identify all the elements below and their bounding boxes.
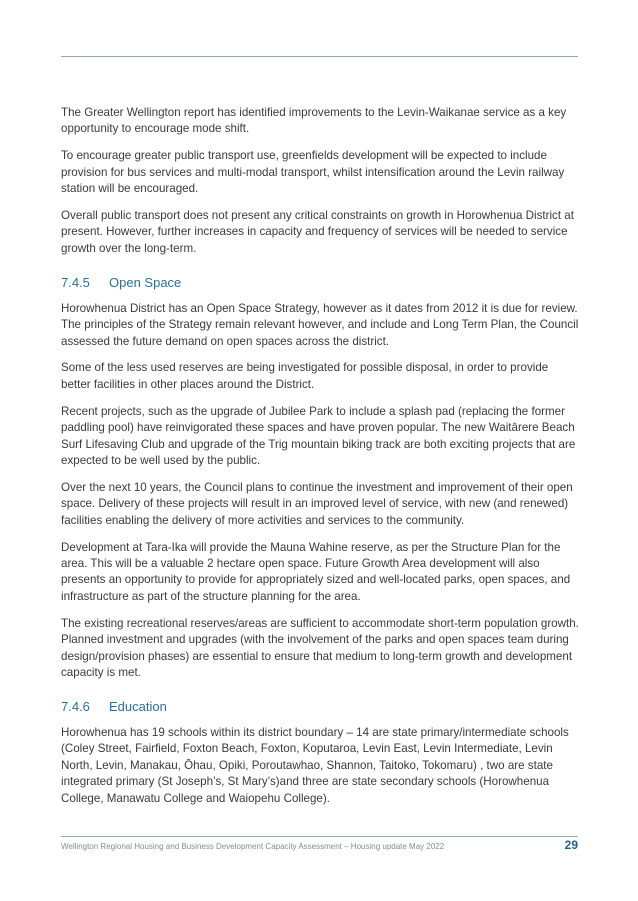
- section-heading-education: [61, 692, 579, 716]
- footer-divider: [61, 836, 578, 837]
- section-title: Open Space: [109, 274, 182, 290]
- paragraph: Over the next 10 years, the Council plans to continue the investment and improvement of their open space. Delivery of these projects will result in an improved level of service, with new (and renewed) facilities enabling the delivery of more activities and services to the community.: [61, 480, 573, 527]
- page-number: 29: [564, 838, 578, 852]
- paragraph: Horowhenua District has an Open Space Strategy, however as it dates from 2012 it is due for review. The principles of the Strategy remain relevant however, and include and Long Term Plan, the Council assessed the future demand on open spaces across the district.: [61, 301, 579, 348]
- paragraph: To encourage greater public transport use, greenfields development will be expected to include provision for bus services and multi-modal transport, whilst intensification around the Levin railway station will be encouraged.: [61, 149, 565, 196]
- header-divider: [61, 56, 578, 57]
- section-number: 7.4.5: [61, 274, 90, 290]
- paragraph: The existing recreational reserves/areas are sufficient to accommodate short-term population growth. Planned investment and upgrades (with the involvement of the parks and open spaces team during design/provision phases) are essential to ensure that medium to long-term growth and development capacity is met.: [61, 616, 579, 679]
- footer-text: Wellington Regional Housing and Business Development Capacity Assessment – Housing update May 2022: [61, 842, 445, 851]
- paragraph: Recent projects, such as the upgrade of Jubilee Park to include a splash pad (replacing the former paddling pool) have reinvigorated these spaces and have proven popular. The new Waitārere Beach Surf Lifesaving Club and upgrade of the Trig mountain biking track are both exciting projects that are expected to be well used by the public.: [61, 404, 576, 467]
- section-number: 7.4.6: [61, 698, 90, 714]
- paragraph: Horowhenua has 19 schools within its district boundary – 14 are state primary/intermediate schools (Coley Street, Fairfield, Foxton Beach, Foxton, Koputaroa, Levin East, Levin Intermediate, Levin North, Levin, Manakau, Ōhau, Opiki, Poroutawhao, Shannon, Taitoko, Tokomaru) , two are state integrated primary (St Joseph’s, St Mary’s)and three are state secondary schools (Horowhenua College, Manawatu College and Waiopehu College).: [61, 725, 569, 805]
- paragraph: The Greater Wellington report has identified improvements to the Levin-Waikanae service as a key opportunity to encourage mode shift.: [61, 106, 567, 136]
- page-body: [61, 105, 579, 817]
- section-heading-open-space: [61, 268, 579, 292]
- section-title: Education: [109, 698, 167, 714]
- paragraph: Overall public transport does not present any critical constraints on growth in Horowhenua District at present. However, further increases in capacity and frequency of services will be needed to service growth over the long-term.: [61, 209, 574, 255]
- paragraph: Development at Tara-Ika will provide the Mauna Wahine reserve, as per the Structure Plan for the area. This will be a valuable 2 hectare open space. Future Growth Area development will also presents an opportunity to provide for appropriately sized and well-located parks, open spaces, and infrastructure as part of the structure planning for the area.: [61, 540, 571, 603]
- paragraph: Some of the less used reserves are being investigated for possible disposal, in order to provide better facilities in other places around the District.: [61, 361, 549, 391]
